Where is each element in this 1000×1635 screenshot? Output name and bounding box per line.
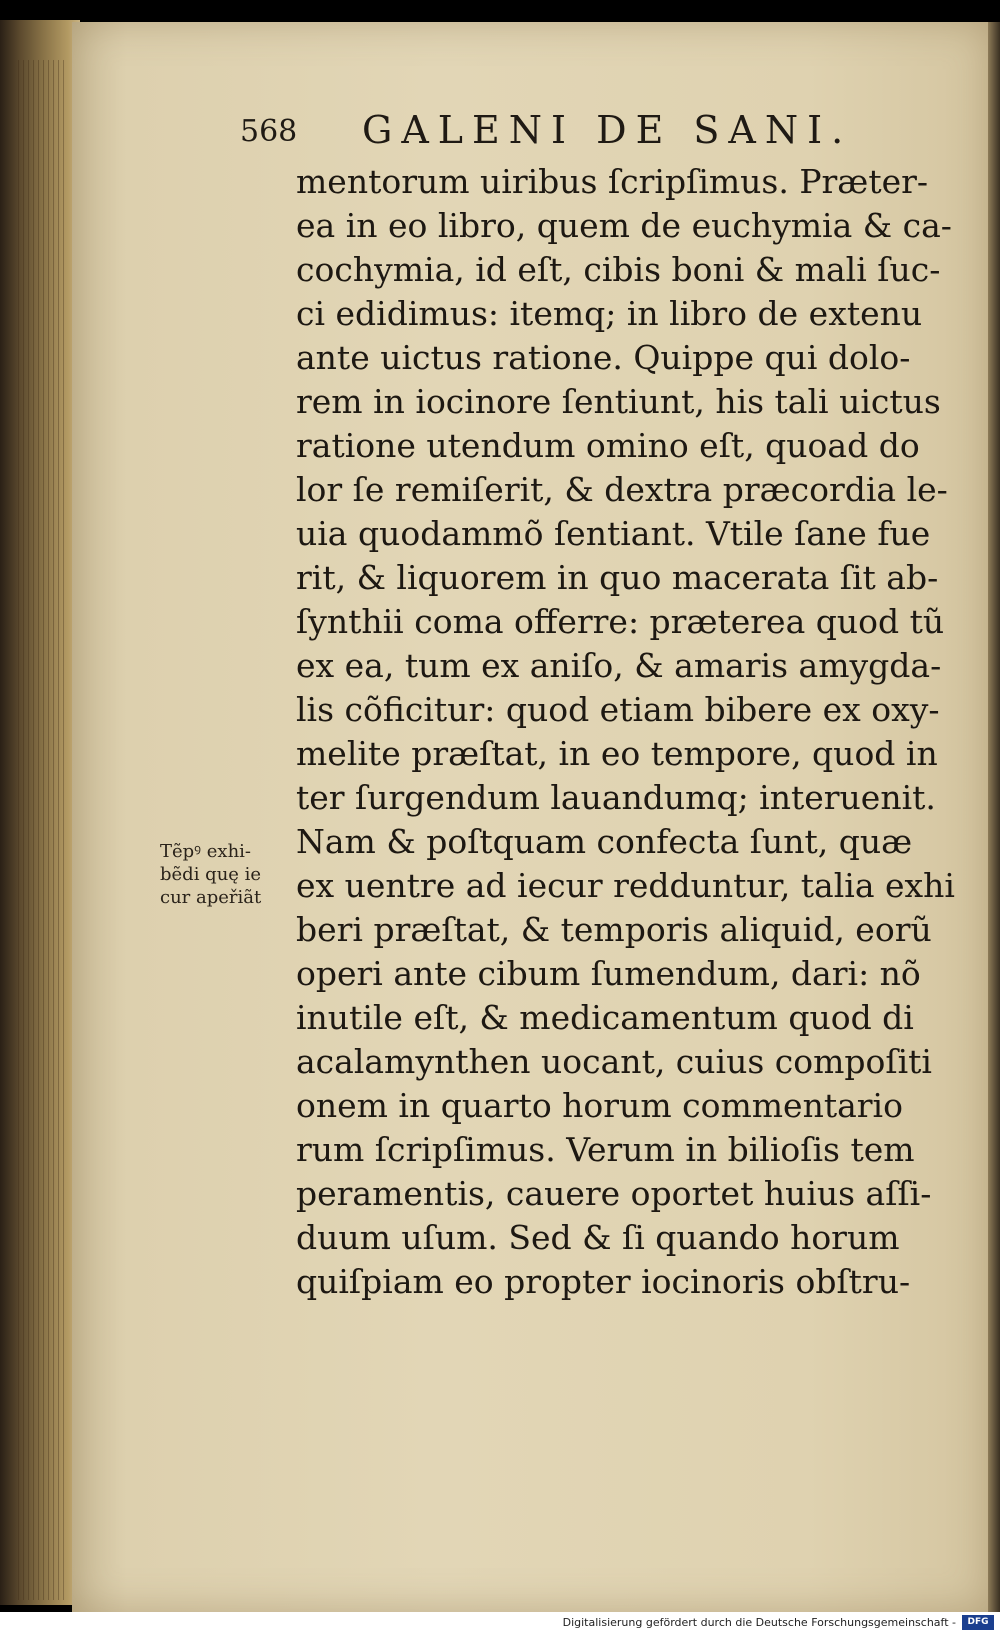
text-line: acalamynthen uocant, cuius compoſiti: [296, 1042, 932, 1081]
text-line: ex ea, tum ex aniſo, & amaris amygda-: [296, 646, 942, 685]
text-line: beri præſtat, & temporis aliquid, eorũ: [296, 910, 932, 949]
page-header: [240, 108, 880, 164]
text-line: ſynthii coma offerre: præterea quod tũ: [296, 602, 945, 641]
text-line: rum ſcripſimus. Verum in bilioſis tem: [296, 1130, 915, 1169]
book-binding-edge: [0, 20, 80, 1605]
digitization-footer: [0, 1612, 1000, 1635]
text-line: ante uictus ratione. Quippe qui dolo-: [296, 338, 911, 377]
text-line: inutile eſt, & medicamentum quod di: [296, 998, 914, 1037]
text-line: onem in quarto horum commentario: [296, 1086, 903, 1125]
text-line: Nam & poſtquam confecta ſunt, quæ: [296, 822, 913, 861]
text-line: lis cõficitur: quod etiam bibere ex oxy-: [296, 690, 940, 729]
dfg-logo: DFG: [962, 1615, 994, 1630]
marginal-note-line: cur apeřiãt: [160, 887, 262, 908]
text-line: rem in iocinore ſentiunt, his tali uictus: [296, 382, 941, 421]
text-line: lor ſe remiſerit, & dextra præcordia le-: [296, 470, 948, 509]
body-text: [296, 160, 956, 1304]
text-line: ci edidimus: itemq; in libro de extenu: [296, 294, 923, 333]
text-line: operi ante cibum ſumendum, dari: nõ: [296, 954, 921, 993]
page-number: 568: [240, 114, 298, 149]
text-line: peramentis, cauere oportet huius aſſi-: [296, 1174, 932, 1213]
marginal-note: [160, 840, 290, 909]
text-line: ter ſurgendum lauandumq; interuenit.: [296, 778, 936, 817]
text-line: rit, & liquorem in quo macerata ſit ab-: [296, 558, 939, 597]
text-line: ex uentre ad iecur redduntur, talia exhi: [296, 866, 955, 905]
marginal-note-line: bẽdi quę ie: [160, 864, 262, 885]
text-line: quiſpiam eo propter iocinoris obſtru-: [296, 1262, 911, 1301]
text-line: cochymia, id eſt, cibis boni & mali ſuc-: [296, 250, 941, 289]
text-line: ratione utendum omino eſt, quoad do: [296, 426, 920, 465]
marginal-note-line: Tẽpꝰ exhi-: [160, 841, 252, 862]
page-stack-lines: [18, 60, 68, 1600]
page-right-edge: [988, 22, 1000, 1612]
running-head: GALENI DE SANI.: [362, 108, 853, 152]
text-line: duum uſum. Sed & ſi quando horum: [296, 1218, 900, 1257]
text-line: melite præſtat, in eo tempore, quod in: [296, 734, 938, 773]
text-line: ea in eo libro, quem de euchymia & ca-: [296, 206, 952, 245]
text-line: uia quodammõ ſentiant. Vtile ſane fue: [296, 514, 931, 553]
footer-credit-text: Digitalisierung gefördert durch die Deutsche Forschungsgemeinschaft -: [562, 1616, 956, 1629]
text-line: mentorum uiribus ſcripſimus. Præter-: [296, 162, 929, 201]
